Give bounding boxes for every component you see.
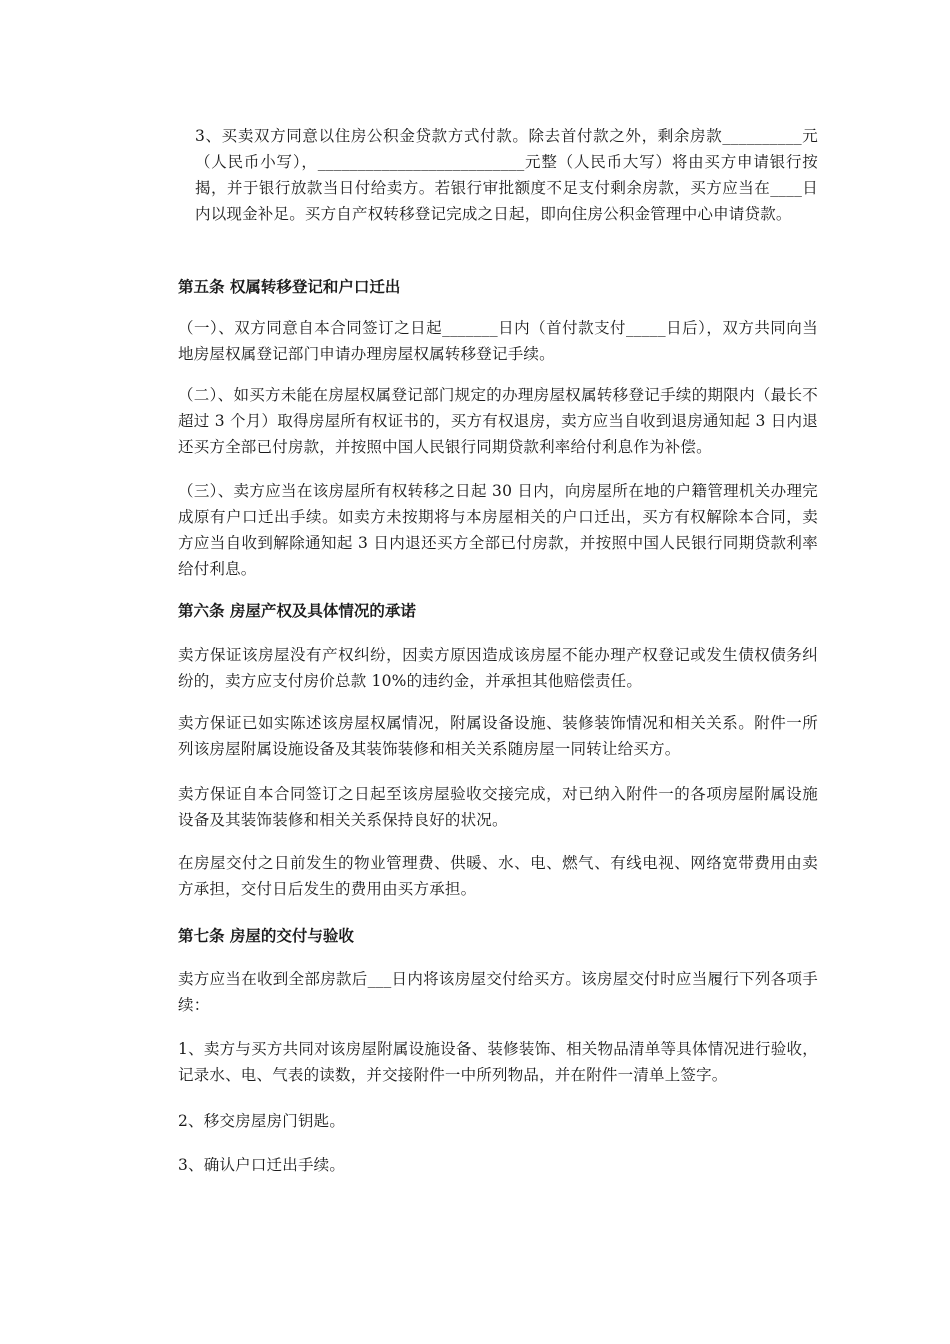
article-7-item-1: 1、卖方与买方共同对该房屋附属设施设备、装修装饰、相关物品清单等具体情况进行验收，记录水、电、气表的读数，并交接附件一中所列物品，并在附件一清单上签字。 [178, 1040, 818, 1084]
article-6-para-1: 卖方保证该房屋没有产权纠纷，因卖方原因造成该房屋不能办理产权登记或发生债权债务纠纷的，卖方应支付房价总款 10%的违约金，并承担其他赔偿责任。 [178, 646, 818, 690]
article-6-para-2: 卖方保证已如实陈述该房屋权属情况，附属设备设施、装修装饰情况和相关关系。附件一所列该房屋附属设施设备及其装饰装修和相关关系随房屋一同转让给买方。 [178, 714, 818, 758]
article-7-heading: 第七条 房屋的交付与验收 [178, 927, 354, 945]
clause-4-item-3: 3、买卖双方同意以住房公积金贷款方式付款。除去首付款之外，剩余房款__________元（人民币小写），__________________________元整（人民币大写）将由买方申请银行按揭，并于银行放款当日付给卖方。若银行审批额度不足支付剩余房款，买方应当在____日内以现金补足。买方自产权转移登记完成之日起，即向住房公积金管理中心申请贷款。 [195, 127, 818, 223]
article-5-heading: 第五条 权属转移登记和户口迁出 [178, 278, 401, 296]
article-5-item-3: （三）、卖方应当在该房屋所有权转移之日起 30 日内，向房屋所在地的户籍管理机关办理完成原有户口迁出手续。如卖方未按期将与本房屋相关的户口迁出，买方有权解除本合同，卖方应当自收到解除通知起 3 日内退还买方全部已付房款，并按照中国人民银行同期贷款利率给付利息。 [178, 482, 818, 578]
article-7-para-1: 卖方应当在收到全部房款后___日内将该房屋交付给买方。该房屋交付时应当履行下列各项手续： [178, 970, 818, 1014]
article-7-item-2: 2、移交房屋房门钥匙。 [178, 1112, 346, 1130]
article-6-heading: 第六条 房屋产权及具体情况的承诺 [178, 602, 416, 620]
article-6-para-3: 卖方保证自本合同签订之日起至该房屋验收交接完成，对已纳入附件一的各项房屋附属设施设备及其装饰装修和相关关系保持良好的状况。 [178, 785, 818, 829]
article-5-item-2: （二）、如买方未能在房屋权属登记部门规定的办理房屋权属转移登记手续的期限内（最长不超过 3 个月）取得房屋所有权证书的，买方有权退房，卖方应当自收到退房通知起 3 日内退还买方全部已付房款，并按照中国人民银行同期贷款利率给付利息作为补偿。 [178, 386, 818, 456]
article-6-para-4: 在房屋交付之日前发生的物业管理费、供暖、水、电、燃气、有线电视、网络宽带费用由卖方承担，交付日后发生的费用由买方承担。 [178, 854, 818, 898]
article-5-item-1: （一）、双方同意自本合同签订之日起_______日内（首付款支付_____日后），双方共同向当地房屋权属登记部门申请办理房屋权属转移登记手续。 [178, 319, 818, 363]
article-7-item-3: 3、确认户口迁出手续。 [178, 1156, 346, 1174]
